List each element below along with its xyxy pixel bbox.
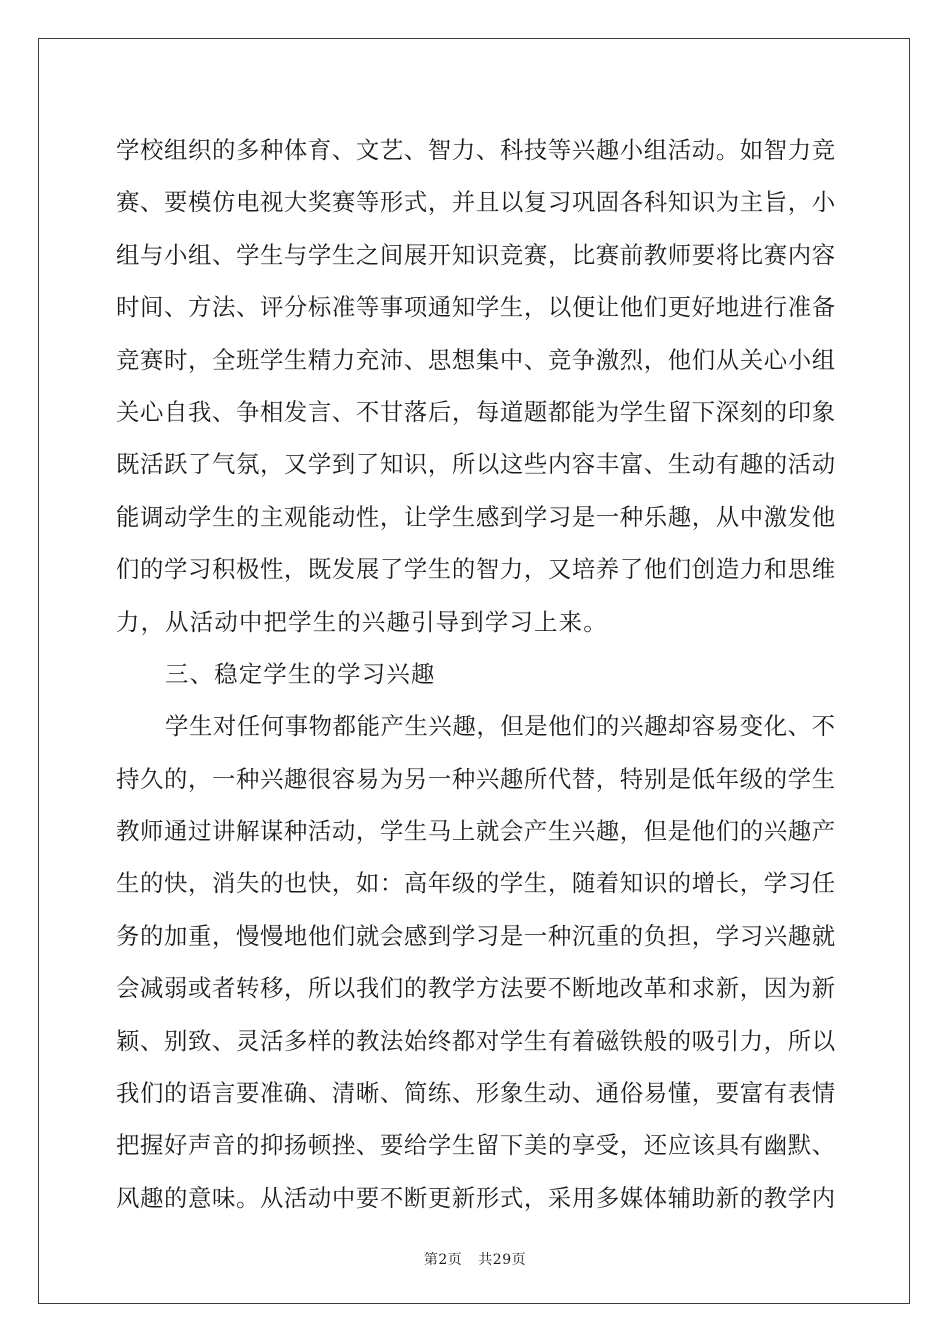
current-page-label: 第2页 bbox=[423, 1252, 463, 1268]
text-line: 颖、别致、灵活多样的教法始终都对学生有着磁铁般的吸引力，所以 bbox=[116, 1026, 836, 1055]
text-line: 务的加重，慢慢地他们就会感到学习是一种沉重的负担，学习兴趣就 bbox=[116, 921, 836, 950]
text-line: 关心自我、争相发言、不甘落后，每道题都能为学生留下深刻的印象 bbox=[116, 397, 836, 426]
text-line: 三、稳定学生的学习兴趣 bbox=[165, 659, 436, 688]
total-pages-label: 共29页 bbox=[478, 1252, 527, 1268]
document-body bbox=[116, 124, 836, 1224]
text-line: 生的快，消失的也快，如：高年级的学生，随着知识的增长，学习任 bbox=[116, 869, 836, 898]
text-line: 组与小组、学生与学生之间展开知识竞赛，比赛前教师要将比赛内容 bbox=[116, 240, 836, 269]
text-line: 会减弱或者转移，所以我们的教学方法要不断地改革和求新，因为新 bbox=[116, 974, 836, 1003]
text-line: 我们的语言要准确、清晰、简练、形象生动、通俗易懂，要富有表情 bbox=[116, 1079, 836, 1108]
text-line: 时间、方法、评分标准等事项通知学生，以便让他们更好地进行准备 bbox=[116, 293, 836, 322]
text-line: 教师通过讲解谋种活动，学生马上就会产生兴趣，但是他们的兴趣产 bbox=[116, 817, 836, 846]
text-line: 们的学习积极性，既发展了学生的智力，又培养了他们创造力和思维 bbox=[116, 555, 836, 584]
text-line: 学校组织的多种体育、文艺、智力、科技等兴趣小组活动。如智力竞 bbox=[116, 136, 836, 164]
text-line: 持久的，一种兴趣很容易为另一种兴趣所代替，特别是低年级的学生 bbox=[116, 764, 836, 793]
text-line: 赛、要模仿电视大奖赛等形式，并且以复习巩固各科知识为主旨，小 bbox=[116, 188, 836, 217]
text-line: 能调动学生的主观能动性，让学生感到学习是一种乐趣，从中激发他 bbox=[116, 502, 836, 531]
text-line: 学生对任何事物都能产生兴趣，但是他们的兴趣却容易变化、不 bbox=[165, 712, 836, 741]
text-line: 既活跃了气氛，又学到了知识，所以这些内容丰富、生动有趣的活动 bbox=[116, 450, 836, 479]
text-line: 竞赛时，全班学生精力充沛、思想集中、竞争激烈，他们从关心小组 bbox=[116, 345, 836, 374]
text-line: 力，从活动中把学生的兴趣引导到学习上来。 bbox=[116, 607, 608, 636]
text-line: 风趣的意味。从活动中要不断更新形式，采用多媒体辅助新的教学内 bbox=[116, 1183, 836, 1212]
page-footer bbox=[0, 1249, 950, 1269]
text-line: 把握好声音的抑扬顿挫、要给学生留下美的享受，还应该具有幽默、 bbox=[116, 1131, 836, 1160]
